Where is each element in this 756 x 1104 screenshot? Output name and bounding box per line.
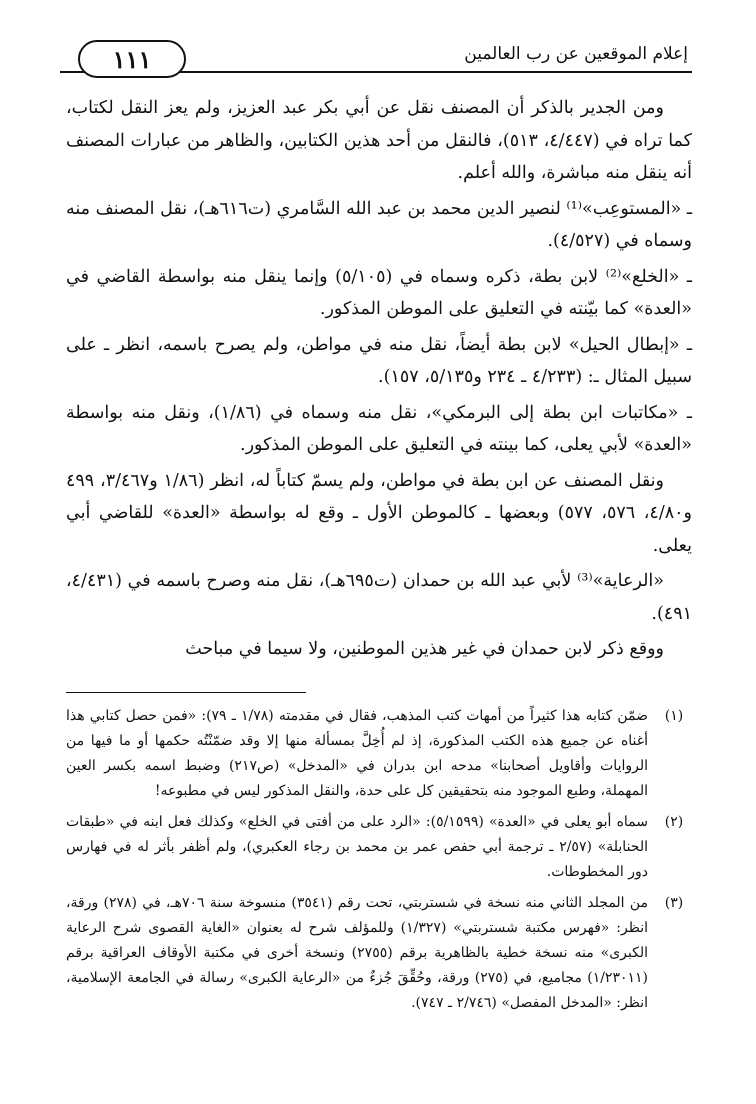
footnote-divider: [66, 692, 306, 693]
running-header: [60, 40, 692, 82]
paragraph: ـ «المستوعِب»⁽¹⁾ لنصير الدين محمد بن عبد الله السَّامري (ت٦١٦هـ)، نقل المصنف منه وسماه في (٤/٥٢٧).: [66, 198, 692, 251]
footnote: [66, 810, 692, 885]
footnote-number: (٣): [664, 895, 684, 911]
paragraph: ومن الجدير بالذكر أن المصنف نقل عن أبي بكر عبد العزيز، ولم يعز النقل لكتاب، كما تراه في (٤/٤٤٧، ٥١٣)، فالنقل من أحد هذين الكتابين، والظاهر من عبارات المصنف أنه ينقل منه مباشرة، والله أعلم.: [66, 98, 692, 183]
book-title: إعلام الموقعين عن رب العالمين: [464, 44, 688, 64]
page-number: ١١١: [78, 40, 186, 78]
paragraph: «الرعاية»⁽³⁾ لأبي عبد الله بن حمدان (ت٦٩٥هـ)، نقل منه وصرح باسمه في (٤/٤٣١، ٤٩١).: [66, 571, 692, 624]
footnote: [66, 891, 692, 1016]
footnote: [66, 704, 692, 804]
footnote-number: (١): [664, 708, 684, 724]
paragraph: ووقع ذكر لابن حمدان في غير هذين الموطنين، ولا سيما في مباحث: [185, 639, 664, 659]
paragraph: ونقل المصنف عن ابن بطة في مواطن، ولم يسمّ كتاباً له، انظر (١/٨٦ و٣/٤٦٧، ٤٩٩ و٤/٨٠، ٥٧٦، ٥٧٧) وبعضها ـ كالموطن الأول ـ وقع له بواسطة «العدة» للقاضي أبي يعلى.: [66, 470, 692, 556]
footnote-number: (٢): [664, 814, 684, 830]
footnote-text: من المجلد الثاني منه نسخة في شستربتي، تحت رقم (٣٥٤١) منسوخة سنة ٧٠٦هـ، في (٢٧٨) ورقة، انظر: «فهرس مكتبة شستربتي» (١/٣٢٧) وللمؤلف شرح له بعنوان «الغاية القصوى شرح الرعاية الكبرى» منه نسخة خطية بالظاهرية برقم (٢٧٥٥) ونسخة أخرى في مكتبة الأوقاف العراقية برقم (١/٢٣٠١١) مجاميع، في (٢٧٥) ورقة، وحُقِّقَ جُزءٌ من «الرعاية الكبرى» رسالة في الجامعة الإسلامية، انظر: «المدخل المفصل» (٢/٧٤٦ ـ ٧٤٧).: [66, 895, 649, 1011]
paragraph: ـ «الخلع»⁽²⁾ لابن بطة، ذكره وسماه في (٥/١٠٥) وإنما ينقل منه بواسطة القاضي في «العدة» كما بيّنته في التعليق على الموطن المذكور.: [66, 266, 692, 319]
paragraph: ـ «مكاتبات ابن بطة إلى البرمكي»، نقل منه وسماه في (١/٨٦)، ونقل منه بواسطة «العدة» لأبي يعلى، كما بينته في التعليق على الموطن المذكور.: [66, 402, 692, 455]
footnote-text: سماه أبو يعلى في «العدة» (٥/١٥٩٩): «الرد على من أفتى في الخلع» وكذلك فعل ابنه في «طبقات الحنابلة» (٢/٥٧ ـ ترجمة أبي حفص عمر بن محمد بن رجاء العكبري)، ولم أظفر بأثر له في فهارس دور المخطوطات.: [66, 814, 649, 880]
main-text: [66, 92, 692, 669]
paragraph: ـ «إبطال الحيل» لابن بطة أيضاً، نقل منه في مواطن، ولم يصرح باسمه، انظر ـ على سبيل المثال ـ: (٤/٢٣٣ ـ ٢٣٤ و٥/١٣٥، ١٥٧).: [66, 334, 692, 387]
footnotes: [66, 704, 692, 1022]
footnote-text: ضمّن كتابه هذا كثيراً من أمهات كتب المذهب، فقال في مقدمته (١/٧٨ ـ ٧٩): «فمن حصل كتابي هذا أغناه عن جميع هذه الكتب المذكورة، إذ لم أُخِلَّ بمسألة منها إلا وقد ضمّنْتُه حكمها أو ما فيها من الروايات وأقاويل أصحابنا» مدحه ابن بدران في «المدخل» (ص٢١٧) وضبط اسمه بكسر العين المهملة، وطبع الموجود منه بتحقيقين كل على حدة، والنقل المذكور ليس في مطبوعه!: [66, 708, 648, 799]
